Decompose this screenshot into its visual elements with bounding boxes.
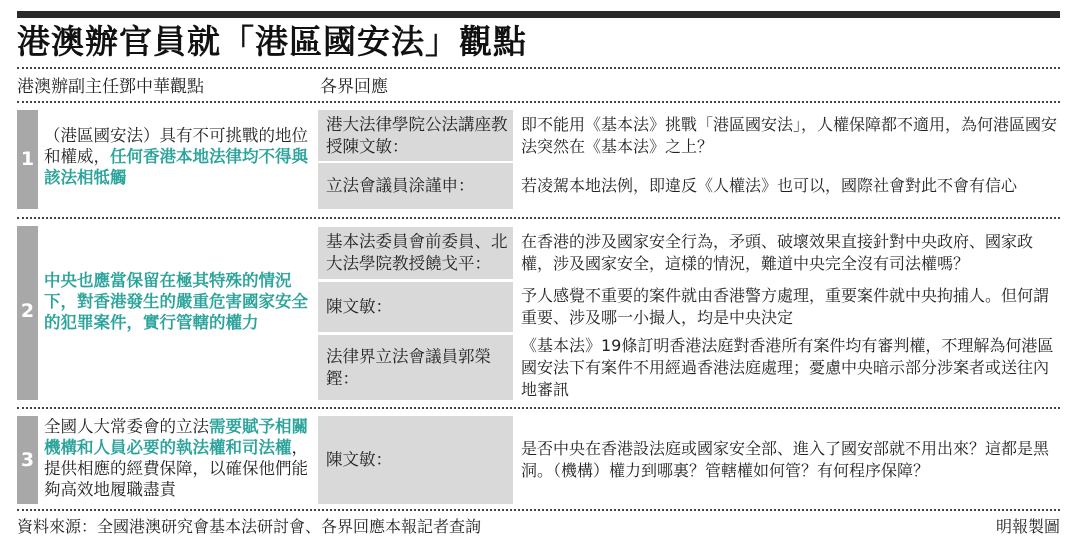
viewpoint-text: （港區國安法）具有不可挑戰的地位和權威， (44, 126, 308, 166)
section-viewpoint (44, 416, 312, 504)
footer-divider (17, 509, 1060, 511)
section-number: 3 (20, 449, 35, 471)
source-note: 資料來源：全國港澳研究會基本法研討會、各界回應本報記者查詢 (17, 517, 482, 536)
section-number: 1 (20, 148, 35, 170)
viewpoint-text: 全國人大常委會的立法 (44, 417, 209, 436)
response-text: 即不能用《基本法》挑戰「港區國安法」，人權保障都不適用，為何港區國安法突然在《基本法》之上？ (521, 114, 1058, 156)
section-number: 2 (20, 300, 35, 322)
response-text: 在香港的涉及國家安全行為，矛頭、破壞效果直接針對中央政府、國家政權，涉及國家安全，這樣的情況，難道中央完全沒有司法權嗎？ (521, 232, 1034, 273)
section-viewpoint (44, 270, 312, 333)
right-column-header: 各界回應 (320, 77, 388, 97)
respondent-name: 法律界立法會議員郭榮鏗： (326, 346, 491, 388)
section-viewpoint (44, 125, 312, 188)
response-text: 若凌駕本地法例，即違反《人權法》也可以，國際社會對此不會有信心 (521, 176, 1018, 195)
section-divider (17, 407, 1060, 409)
left-column-header: 港澳辦副主任鄧中華觀點 (17, 77, 204, 97)
response-text: 是否中央在香港設法庭或國家安全部、進入了國安部就不用出來？這都是黑洞。（機構）權力到哪裏？管轄權如何管？有何程序保障？ (521, 439, 1050, 480)
section-divider (17, 217, 1060, 219)
respondent-name: 基本法委員會前委員、北大法學院教授饒戈平： (326, 232, 508, 273)
respondent-name: 陳文敏： (326, 450, 392, 469)
header-divider (17, 101, 1060, 103)
credit-label: 明報製圖 (995, 517, 1060, 536)
viewpoint-highlight: 任何香港本地法律均不得與該法相牴觸 (44, 147, 308, 187)
response-text: 予人感覺不重要的案件就由香港警方處理，重要案件就中央拘捕人。但何謂重要、涉及哪一小撮人，均是中央決定 (521, 286, 1050, 327)
page-title: 港澳辦官員就「港區國安法」觀點 (17, 22, 527, 61)
title-divider (17, 67, 1060, 69)
respondent-name: 陳文敏： (326, 297, 392, 316)
response-text: 《基本法》19條訂明香港法庭對香港所有案件均有審判權，不理解為何港區國安法下有案件不用經過香港法庭處理；憂慮中央暗示部分涉案者或送往內地審訊 (521, 335, 1054, 399)
top-rule (17, 11, 1060, 18)
viewpoint-highlight: 中央也應當保留在極其特殊的情況下，對香港發生的嚴重危害國家安全的犯罪案件，實行管轄的權力 (44, 271, 308, 332)
respondent-name: 立法會議員涂謹申： (326, 176, 475, 195)
respondent-name: 港大法律學院公法講座教授陳文敏： (326, 114, 508, 156)
viewpoint-highlight: 需要賦予相關機構和人員必要的執法權和司法權 (44, 417, 308, 457)
viewpoint-text: ，提供相應的經費保障，以確保他們能夠高效地履職盡責 (44, 438, 308, 499)
